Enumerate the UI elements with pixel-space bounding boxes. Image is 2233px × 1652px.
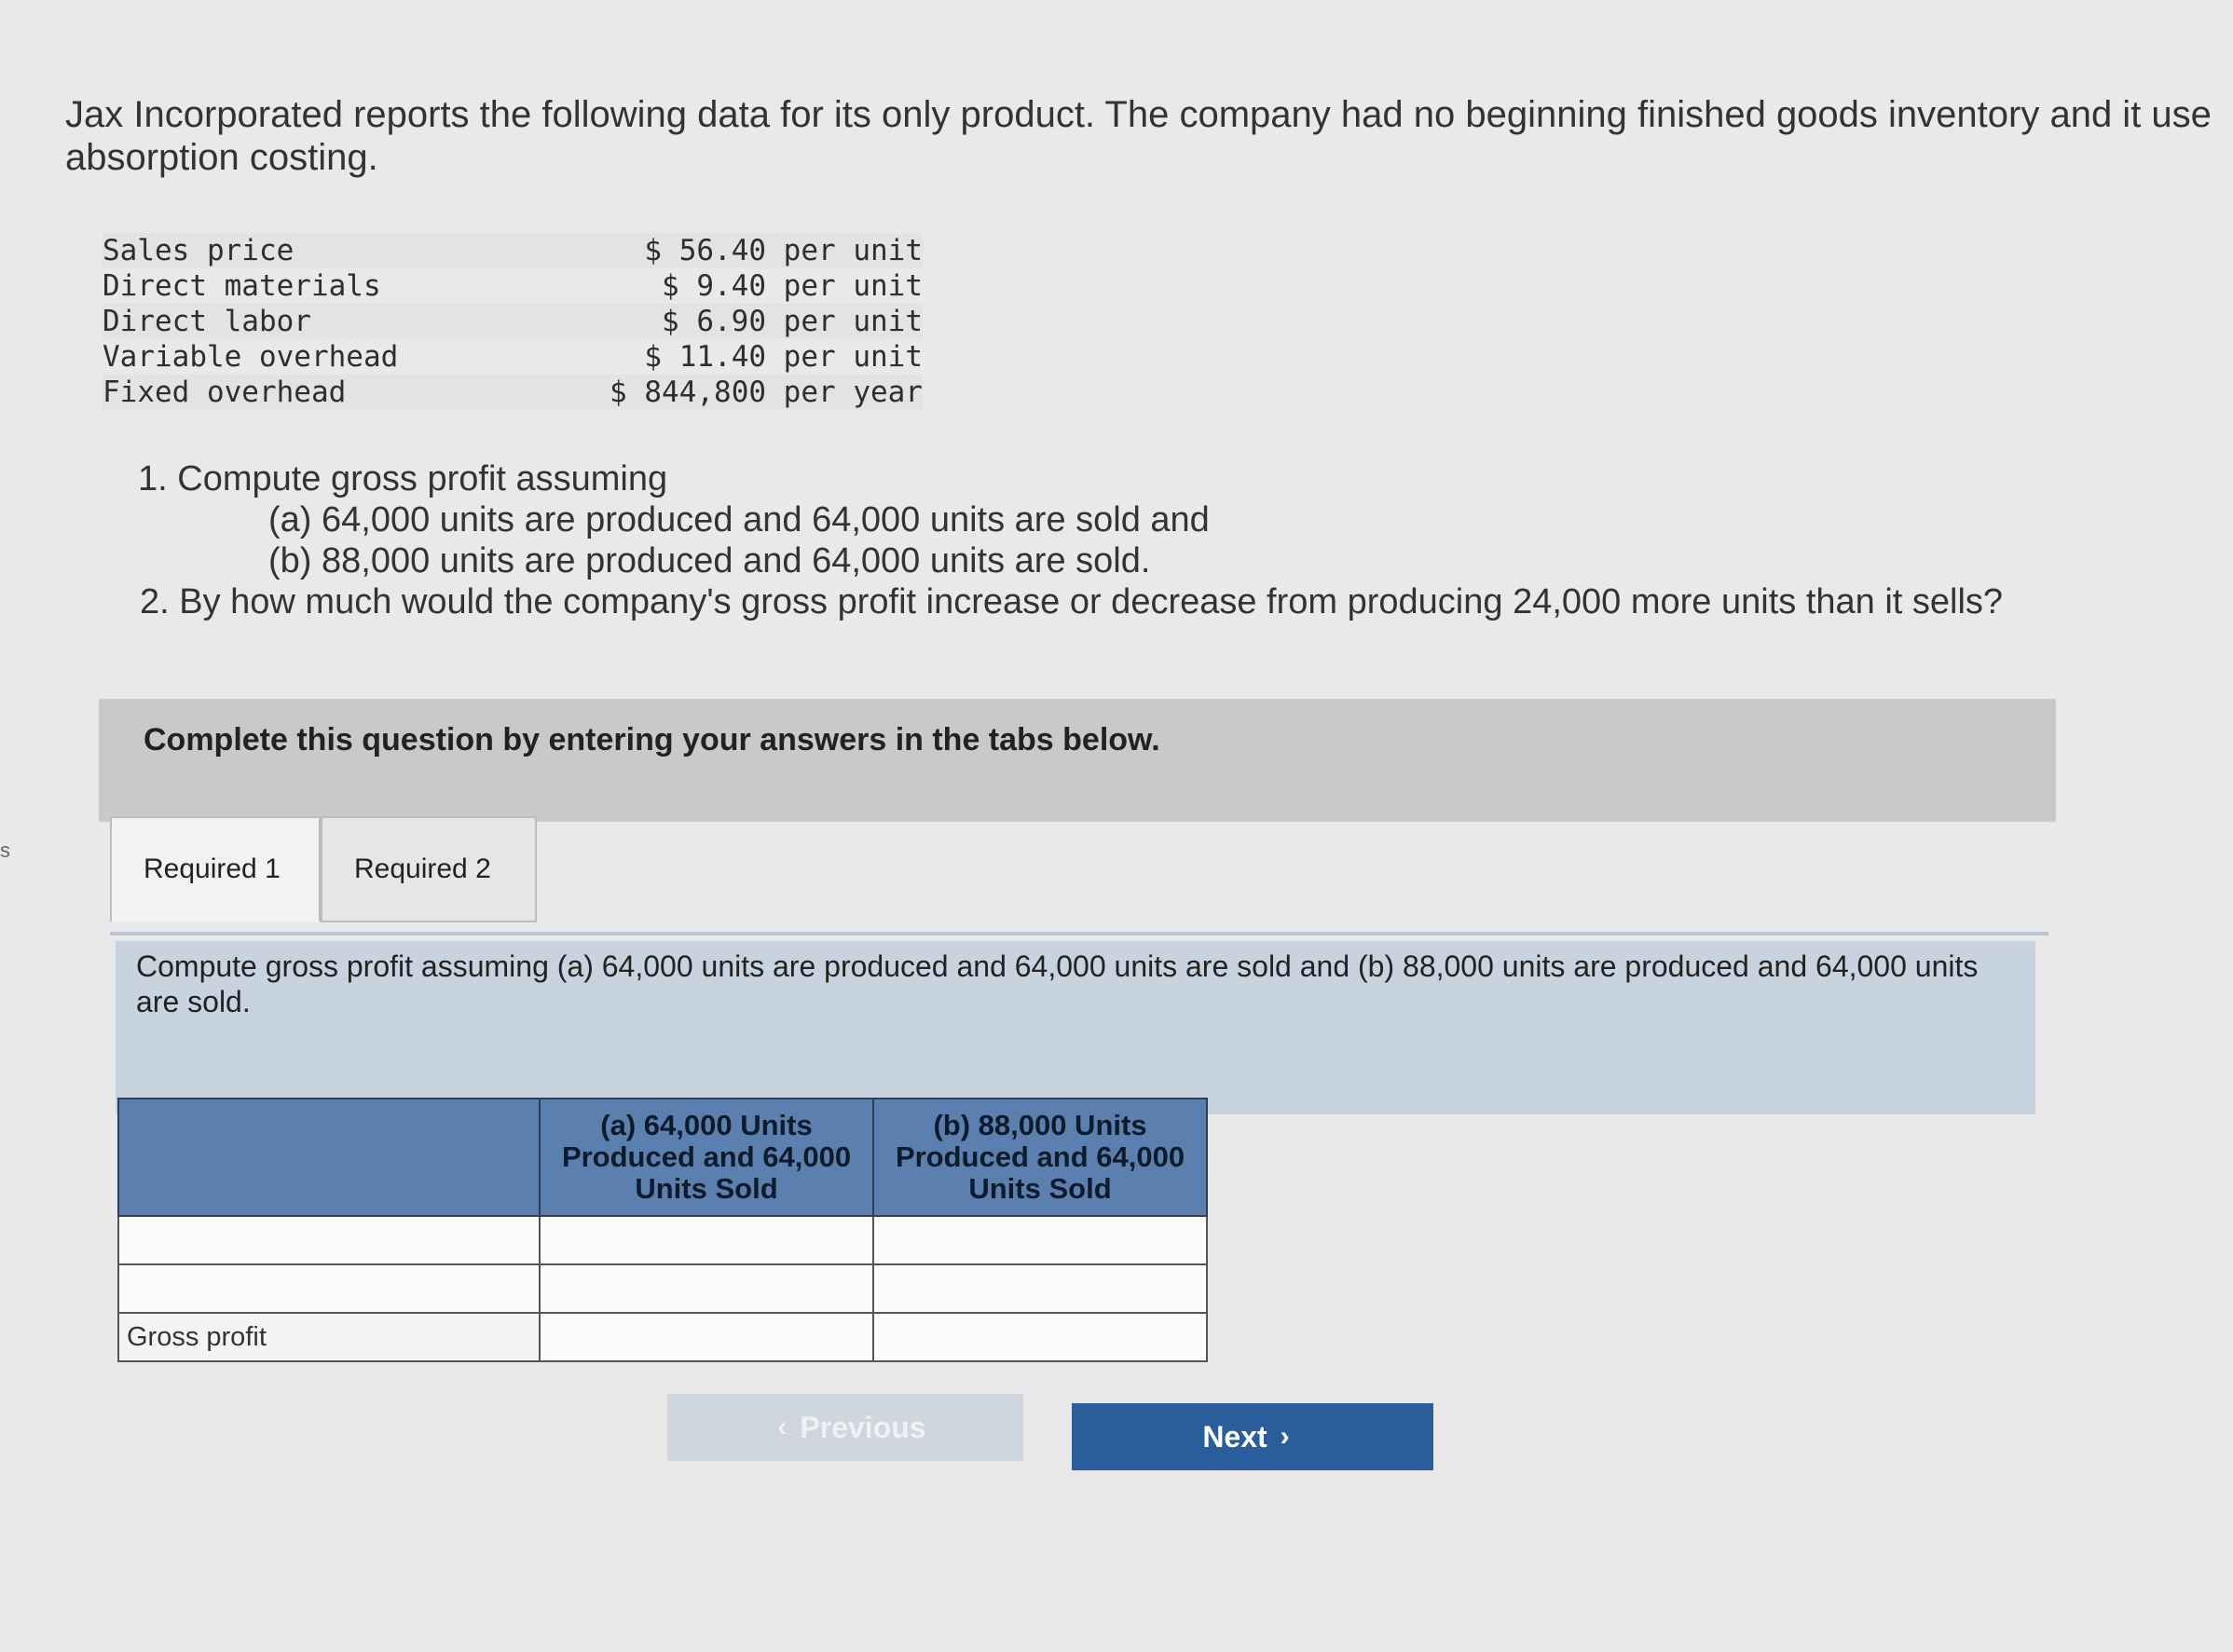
tab-required-1[interactable]: Required 1 <box>110 816 321 922</box>
gross-profit-b-input[interactable] <box>882 1318 1202 1357</box>
gross-profit-a-input-cell[interactable] <box>540 1313 873 1361</box>
data-row <box>103 233 923 268</box>
question-1: 1. Compute gross profit assuming <box>138 459 668 498</box>
data-row <box>103 304 923 339</box>
tab-instruction-panel <box>116 941 2035 1114</box>
gross-profit-b-input-cell[interactable] <box>873 1313 1207 1361</box>
data-label: Direct labor <box>103 305 311 338</box>
question-1b: (b) 88,000 units are produced and 64,000 units are sold. <box>268 541 1151 580</box>
previous-label: Previous <box>800 1410 926 1444</box>
row-label-input[interactable] <box>127 1269 535 1308</box>
data-row <box>103 268 923 304</box>
scenario-a-input-cell[interactable] <box>540 1216 873 1264</box>
scenario-a-input[interactable] <box>548 1269 869 1308</box>
scenario-a-input[interactable] <box>548 1221 869 1260</box>
data-value: $ 56.40 per unit <box>644 234 923 267</box>
intro-line-1: Jax Incorporated reports the following data for its only product. The company had no beginning finished goods inventory and it use <box>65 94 2212 135</box>
data-value: $ 6.90 per unit <box>662 305 923 338</box>
next-button[interactable] <box>1072 1403 1433 1470</box>
product-data-table <box>103 233 923 410</box>
chevron-left-icon: ‹ <box>777 1412 788 1442</box>
data-label: Variable overhead <box>103 340 399 374</box>
question-2: 2. By how much would the company's gross profit increase or decrease from producing 24,000 more units than it sells? <box>140 582 2004 621</box>
header-scenario-b: (b) 88,000 Units Produced and 64,000 Units Sold <box>873 1099 1207 1216</box>
next-label: Next <box>1202 1419 1267 1454</box>
data-row <box>103 339 923 375</box>
header-scenario-a: (a) 64,000 Units Produced and 64,000 Units Sold <box>540 1099 873 1216</box>
gross-profit-a-input[interactable] <box>548 1318 869 1357</box>
question-list <box>138 458 2003 622</box>
problem-intro <box>65 93 2233 179</box>
tab-instruction-text: Compute gross profit assuming (a) 64,000 units are produced and 64,000 units are sold and (b) 88,000 units are produced and 64,000 units are sold. <box>136 949 1979 1018</box>
question-1a: (a) 64,000 units are produced and 64,000 units are sold and <box>268 500 1210 539</box>
row-label-input-cell[interactable] <box>118 1216 540 1264</box>
chevron-right-icon: › <box>1280 1421 1290 1452</box>
banner-text: Complete this question by entering your answers in the tabs below. <box>144 722 1160 758</box>
table-header-row <box>118 1099 1207 1216</box>
data-value: $ 9.40 per unit <box>662 269 923 303</box>
data-row <box>103 375 923 410</box>
previous-button[interactable] <box>667 1394 1023 1461</box>
header-blank <box>118 1099 540 1216</box>
table-row <box>118 1264 1207 1313</box>
row-label-input[interactable] <box>127 1221 535 1260</box>
gross-profit-table <box>117 1098 1208 1362</box>
instruction-banner <box>99 699 2056 822</box>
row-label-input-cell[interactable] <box>118 1264 540 1313</box>
side-mark: s <box>0 839 10 862</box>
data-value: $ 11.40 per unit <box>644 340 923 374</box>
table-row <box>118 1313 1207 1361</box>
scenario-b-input-cell[interactable] <box>873 1216 1207 1264</box>
data-label: Sales price <box>103 234 295 267</box>
scenario-b-input[interactable] <box>882 1221 1202 1260</box>
data-value: $ 844,800 per year <box>610 375 923 409</box>
gross-profit-label: Gross profit <box>118 1313 540 1361</box>
tab-required-2[interactable]: Required 2 <box>321 816 537 922</box>
intro-line-2: absorption costing. <box>65 137 378 178</box>
tab-divider <box>110 932 2048 935</box>
scenario-a-input-cell[interactable] <box>540 1264 873 1313</box>
table-row <box>118 1216 1207 1264</box>
data-label: Direct materials <box>103 269 381 303</box>
scenario-b-input[interactable] <box>882 1269 1202 1308</box>
tab-bar <box>110 816 537 922</box>
scenario-b-input-cell[interactable] <box>873 1264 1207 1313</box>
data-label: Fixed overhead <box>103 375 347 409</box>
